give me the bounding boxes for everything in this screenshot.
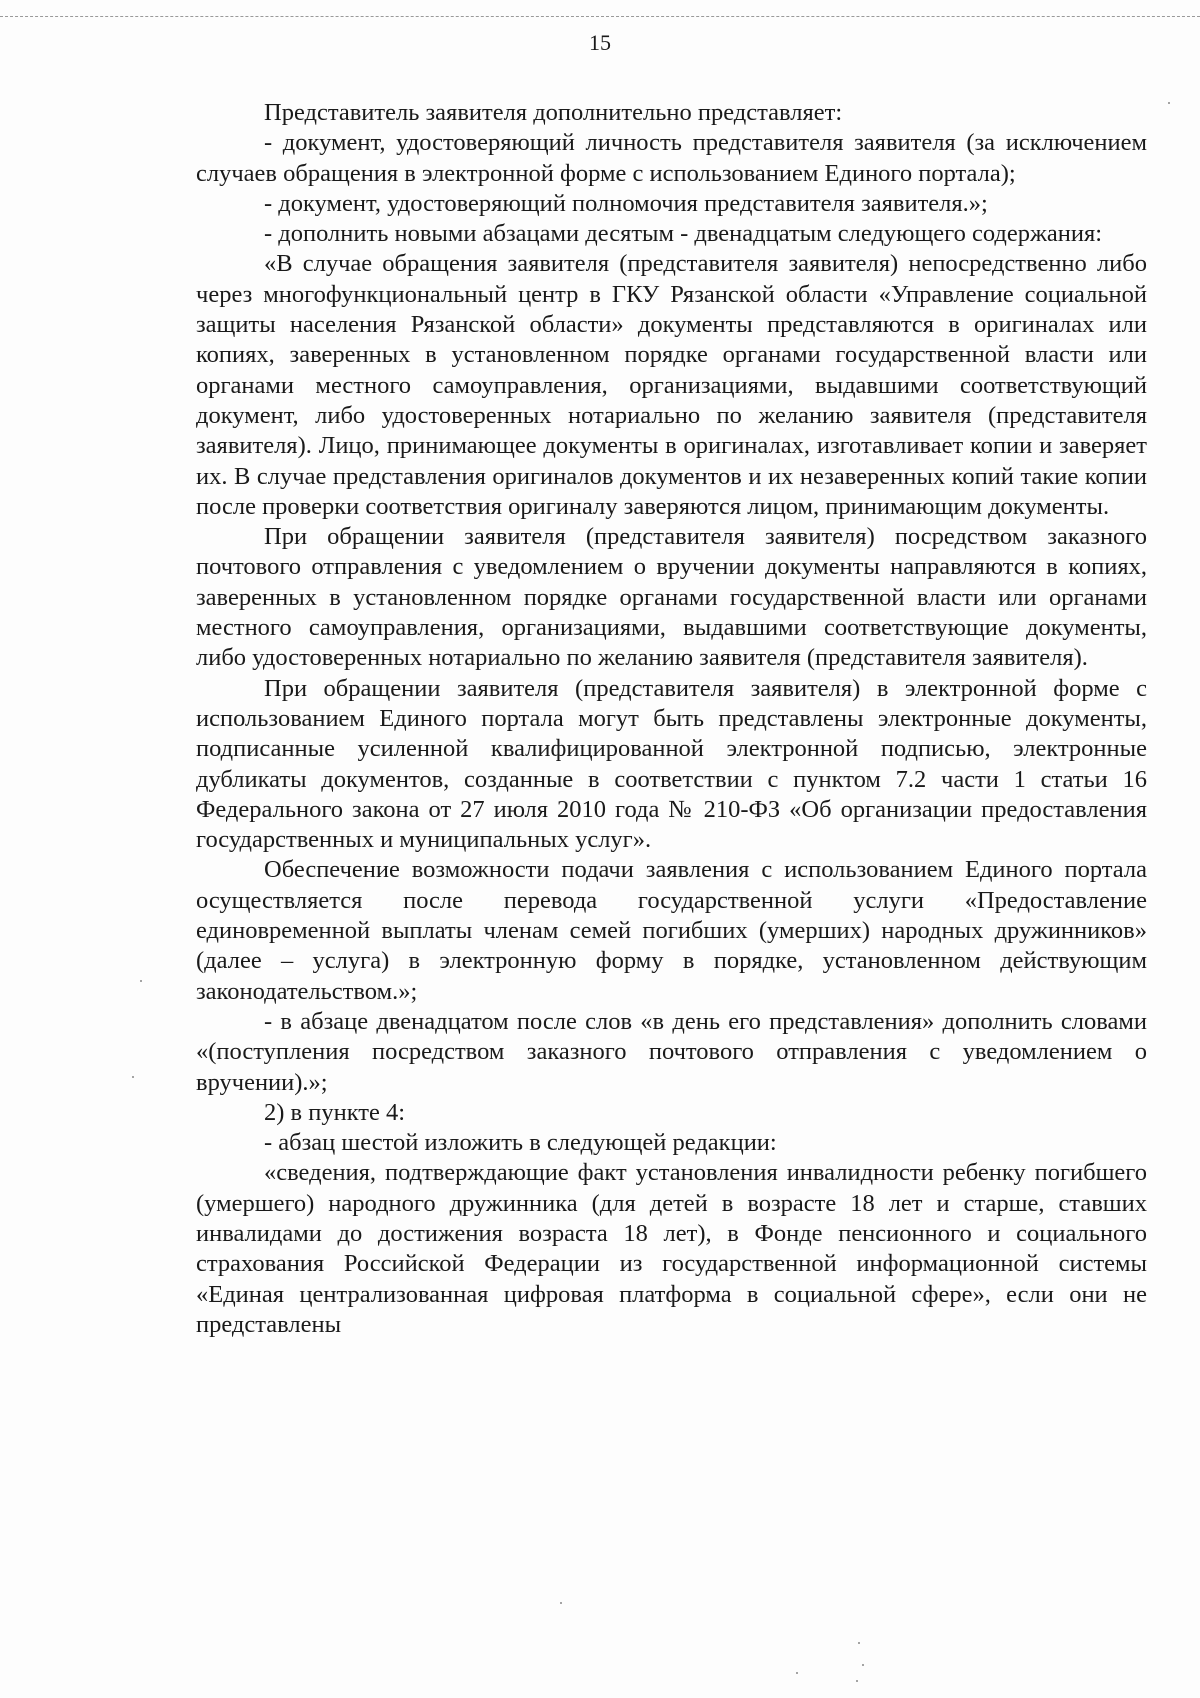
scan-speck — [858, 1642, 860, 1644]
paragraph: - дополнить новыми абзацами десятым - двенадцатым следующего содержания: — [264, 220, 1103, 248]
paragraph: Обеспечение возможности подачи заявления с использованием Единого портала осуществляется после перевода государственной услуги «Предоставление единовременной выплаты членам семей погибших (умерших) народных дружинников» (далее – услуга) в электронную форму в порядке, установленном действующим законодательством.»; — [196, 856, 1147, 1005]
scan-speck — [132, 1076, 134, 1078]
scan-edge-line — [0, 16, 1200, 20]
paragraph: 2) в пункте 4: — [264, 1098, 406, 1126]
scan-speck — [856, 1680, 858, 1682]
page-number: 15 — [589, 30, 611, 55]
paragraph: - документ, удостоверяющий личность представителя заявителя (за исключением случаев обращения в электронной форме с использованием Единого портала); — [196, 129, 1147, 187]
paragraph: - в абзаце двенадцатом после слов «в день его представления» дополнить словами «(поступления посредством заказного почтового отправления с уведомлением о вручении).»; — [196, 1007, 1147, 1096]
scan-speck — [796, 1672, 798, 1674]
scan-speck — [862, 1664, 864, 1666]
scan-speck — [560, 1602, 562, 1604]
paragraph: Представитель заявителя дополнительно представляет: — [264, 99, 843, 126]
paragraph: «сведения, подтверждающие факт установления инвалидности ребенку погибшего (умершего) народного дружинника (для детей в возрасте 18 лет и старше, ставших инвалидами до достижения возраста 18 лет), в Фонде пенсионного и социального страхования Российской Федерации из государственной информационной системы «Единая централизованная цифровая платформа в социальной сфере», если они не представлены — [196, 1159, 1147, 1338]
paragraph: При обращении заявителя (представителя заявителя) в электронной форме с использованием Единого портала могут быть представлены электронные документы, подписанные усиленной квалифицированной электронной подписью, электронные дубликаты документов, созданные в соответствии с пунктом 7.2 части 1 статьи 16 Федерального закона от 27 июля 2010 года № 210-ФЗ «Об организации предоставления государственных и муниципальных услуг». — [196, 674, 1147, 854]
paragraph: «В случае обращения заявителя (представителя заявителя) непосредственно либо через многофункциональный центр в ГКУ Рязанской области «Управление социальной защиты населения Рязанской области» документы представляются в оригиналах или копиях, заверенных в установленном порядке органами государственной власти или органами местного самоуправления, организациями, выдавшими соответствующий документ, либо удостоверенных нотариально по желанию заявителя (представителя заявителя). Лицо, принимающее документы в оригиналах, изготавливает копии и заверяет их. В случае представления оригиналов документов и их незаверенных копий такие копии после проверки соответствия оригиналу заверяются лицом, принимающим документы. — [196, 250, 1147, 520]
paragraph: - абзац шестой изложить в следующей редакции: — [264, 1129, 777, 1157]
scan-speck — [1168, 102, 1170, 104]
paragraph: - документ, удостоверяющий полномочия представителя заявителя.»; — [264, 189, 988, 217]
paragraph: При обращении заявителя (представителя заявителя) посредством заказного почтового отправления с уведомлением о вручении документы направляются в копиях, заверенных в установленном порядке органами государственной власти или органами местного самоуправления, организациями, выдавшими соответствующие документы, либо удостоверенных нотариально по желанию заявителя (представителя заявителя). — [196, 523, 1147, 672]
document-body — [196, 98, 1147, 1340]
scan-speck — [140, 980, 142, 982]
